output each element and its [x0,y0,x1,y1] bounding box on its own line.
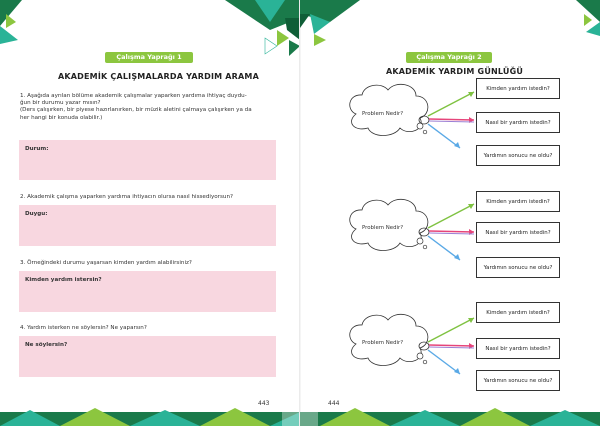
say-answer-box[interactable] [19,336,276,377]
how-answer-box[interactable]: Nasıl bir yardım istedin? [476,338,560,359]
how-answer-box[interactable]: Nasıl bir yardım istedin? [476,112,560,133]
question-2-text: 2. Akademik çalışma yaparken yardıma ihtiyacın olursa nasıl hissediyorsun? [20,194,233,200]
corner-triangle-decoration [562,0,600,36]
page-number: 443 [258,400,270,407]
result-answer-box[interactable]: Yardımın sonucu ne oldu? [476,370,560,391]
situation-label: Durum: [25,146,49,152]
page-number: 444 [328,400,340,407]
who-answer-box[interactable]: Kimden yardım istedin? [476,78,560,99]
say-label: Ne söylersin? [25,342,68,348]
page-title: AKADEMİK YARDIM GÜNLÜĞÜ [386,67,524,76]
question-1-line-2: ğun bir durumu yazar mısın? [20,100,101,107]
question-1-line-1: 1. Aşağıda ayrılan bölüme akademik çalışmalar yaparken yardıma ihtiyaç duydu- [20,93,247,99]
how-answer-box[interactable]: Nasıl bir yardım istedin? [476,222,560,243]
question-1-line-3: (Ders çalışırken, bir piyese hazırlanırken, bir müzik aletini çalmaya çalışırken ya da [20,107,252,114]
helper-answer-box[interactable] [19,271,276,312]
question-1-text [20,93,275,122]
result-answer-box[interactable]: Yardımın sonucu ne oldu? [476,145,560,166]
page-title: AKADEMİK ÇALIŞMALARDA YARDIM ARAMA [58,72,259,81]
arrows-icon [418,198,478,268]
result-answer-box[interactable]: Yardımın sonucu ne oldu? [476,257,560,278]
helper-label: Kimden yardım istersin? [25,277,102,283]
footer-pattern-decoration [300,404,600,426]
arrows-icon [418,312,478,382]
who-answer-box[interactable]: Kimden yardım istedin? [476,191,560,212]
worksheet-badge: Çalışma Yaprağı 2 [406,52,492,63]
arrows-icon [418,86,478,156]
footer-pattern-decoration [0,404,300,426]
header-geometric-decoration [300,0,360,48]
worksheet-badge: Çalışma Yaprağı 1 [105,52,193,63]
situation-answer-box[interactable] [19,140,276,180]
problem-label: Problem Nedir? [362,111,404,117]
feeling-answer-box[interactable] [19,205,276,246]
corner-triangle-decoration [0,0,40,44]
problem-label: Problem Nedir? [362,340,404,346]
who-answer-box[interactable]: Kimden yardım istedin? [476,302,560,323]
header-geometric-decoration [225,0,300,60]
question-3-text: 3. Örneğindeki durumu yaşarsan kimden yardım alabilirsiniz? [20,260,192,266]
question-1-line-4: her hangi bir konuda olabilir.) [20,114,103,121]
problem-label: Problem Nedir? [362,225,404,231]
question-4-text: 4. Yardım isterken ne söylersin? Ne yaparsın? [20,325,147,331]
feeling-label: Duygu: [25,211,48,217]
